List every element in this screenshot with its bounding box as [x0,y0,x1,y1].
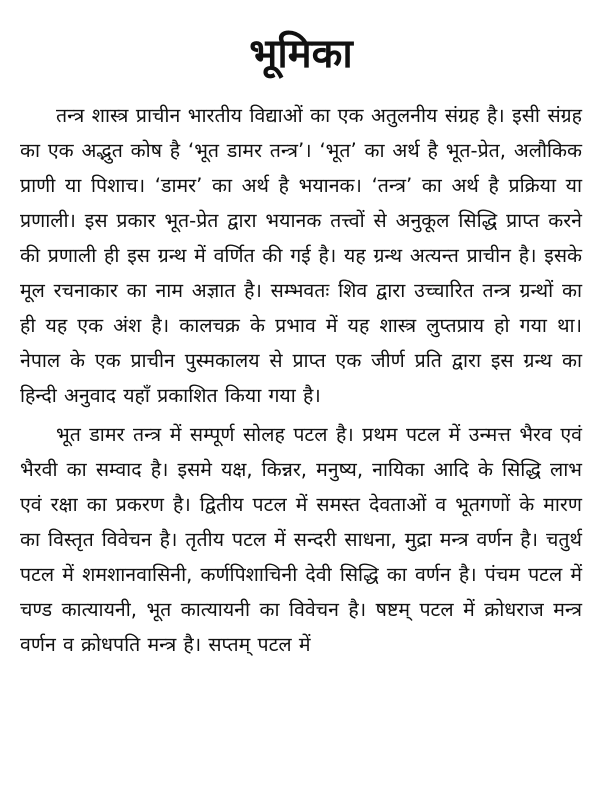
body-text [20,98,582,662]
page-title: भूमिका [249,31,353,77]
paragraph-2: भूत डामर तन्त्र में सम्पूर्ण सोलह पटल है। प्रथम पटल में उन्मत्त भैरव एवं भैरवी का सम्वाद है। इसमे यक्ष, किन्नर, मनुष्य, नायिका आदि के सिद्धि लाभ एवं रक्षा का प्रकरण है। द्वितीय पटल में समस्त देवताओं व भूतगणों के मारण का विस्तृत विवेचन है। तृतीय पटल में सन्दरी साधना, मुद्रा मन्त्र वर्णन है। चतुर्थ पटल में शमशानवासिनी, कर्णपिशाचिनी देवी सिद्धि का वर्णन है। पंचम पटल में चण्ड कात्यायनी, भूत कात्यायनी का विवेचन है। षष्टम् पटल में क्रोधराज मन्त्र वर्णन व क्रोधपति मन्त्र है। सप्तम् पटल में [20,423,582,656]
paragraph-1: तन्त्र शास्त्र प्राचीन भारतीय विद्याओं का एक अतुलनीय संग्रह है। इसी संग्रह का एक अद्भुत कोष है ‘भूत डामर तन्त्र’। ‘भूत’ का अर्थ है भूत-प्रेत, अलौकिक प्राणी या पिशाच। ‘डामर’ का अर्थ है भयानक। ‘तन्त्र’ का अर्थ है प्रक्रिया या प्रणाली। इस प्रकार भूत-प्रेत द्वारा भयानक तत्त्वों से अनुकूल सिद्धि प्राप्त करने की प्रणाली ही इस ग्रन्थ में वर्णित की गई है। यह ग्रन्थ अत्यन्त प्राचीन है। इसके मूल रचनाकार का नाम अज्ञात है। सम्भवतः शिव द्वारा उच्चारित तन्त्र ग्रन्थों का ही यह एक अंश है। कालचक्र के प्रभाव में यह शास्त्र लुप्तप्राय हो गया था। नेपाल के एक प्राचीन पुस्मकालय से प्राप्त एक जीर्ण प्रति द्वारा इस ग्रन्थ का हिन्दी अनुवाद यहाँ प्रकाशित किया गया है। [20,104,582,407]
